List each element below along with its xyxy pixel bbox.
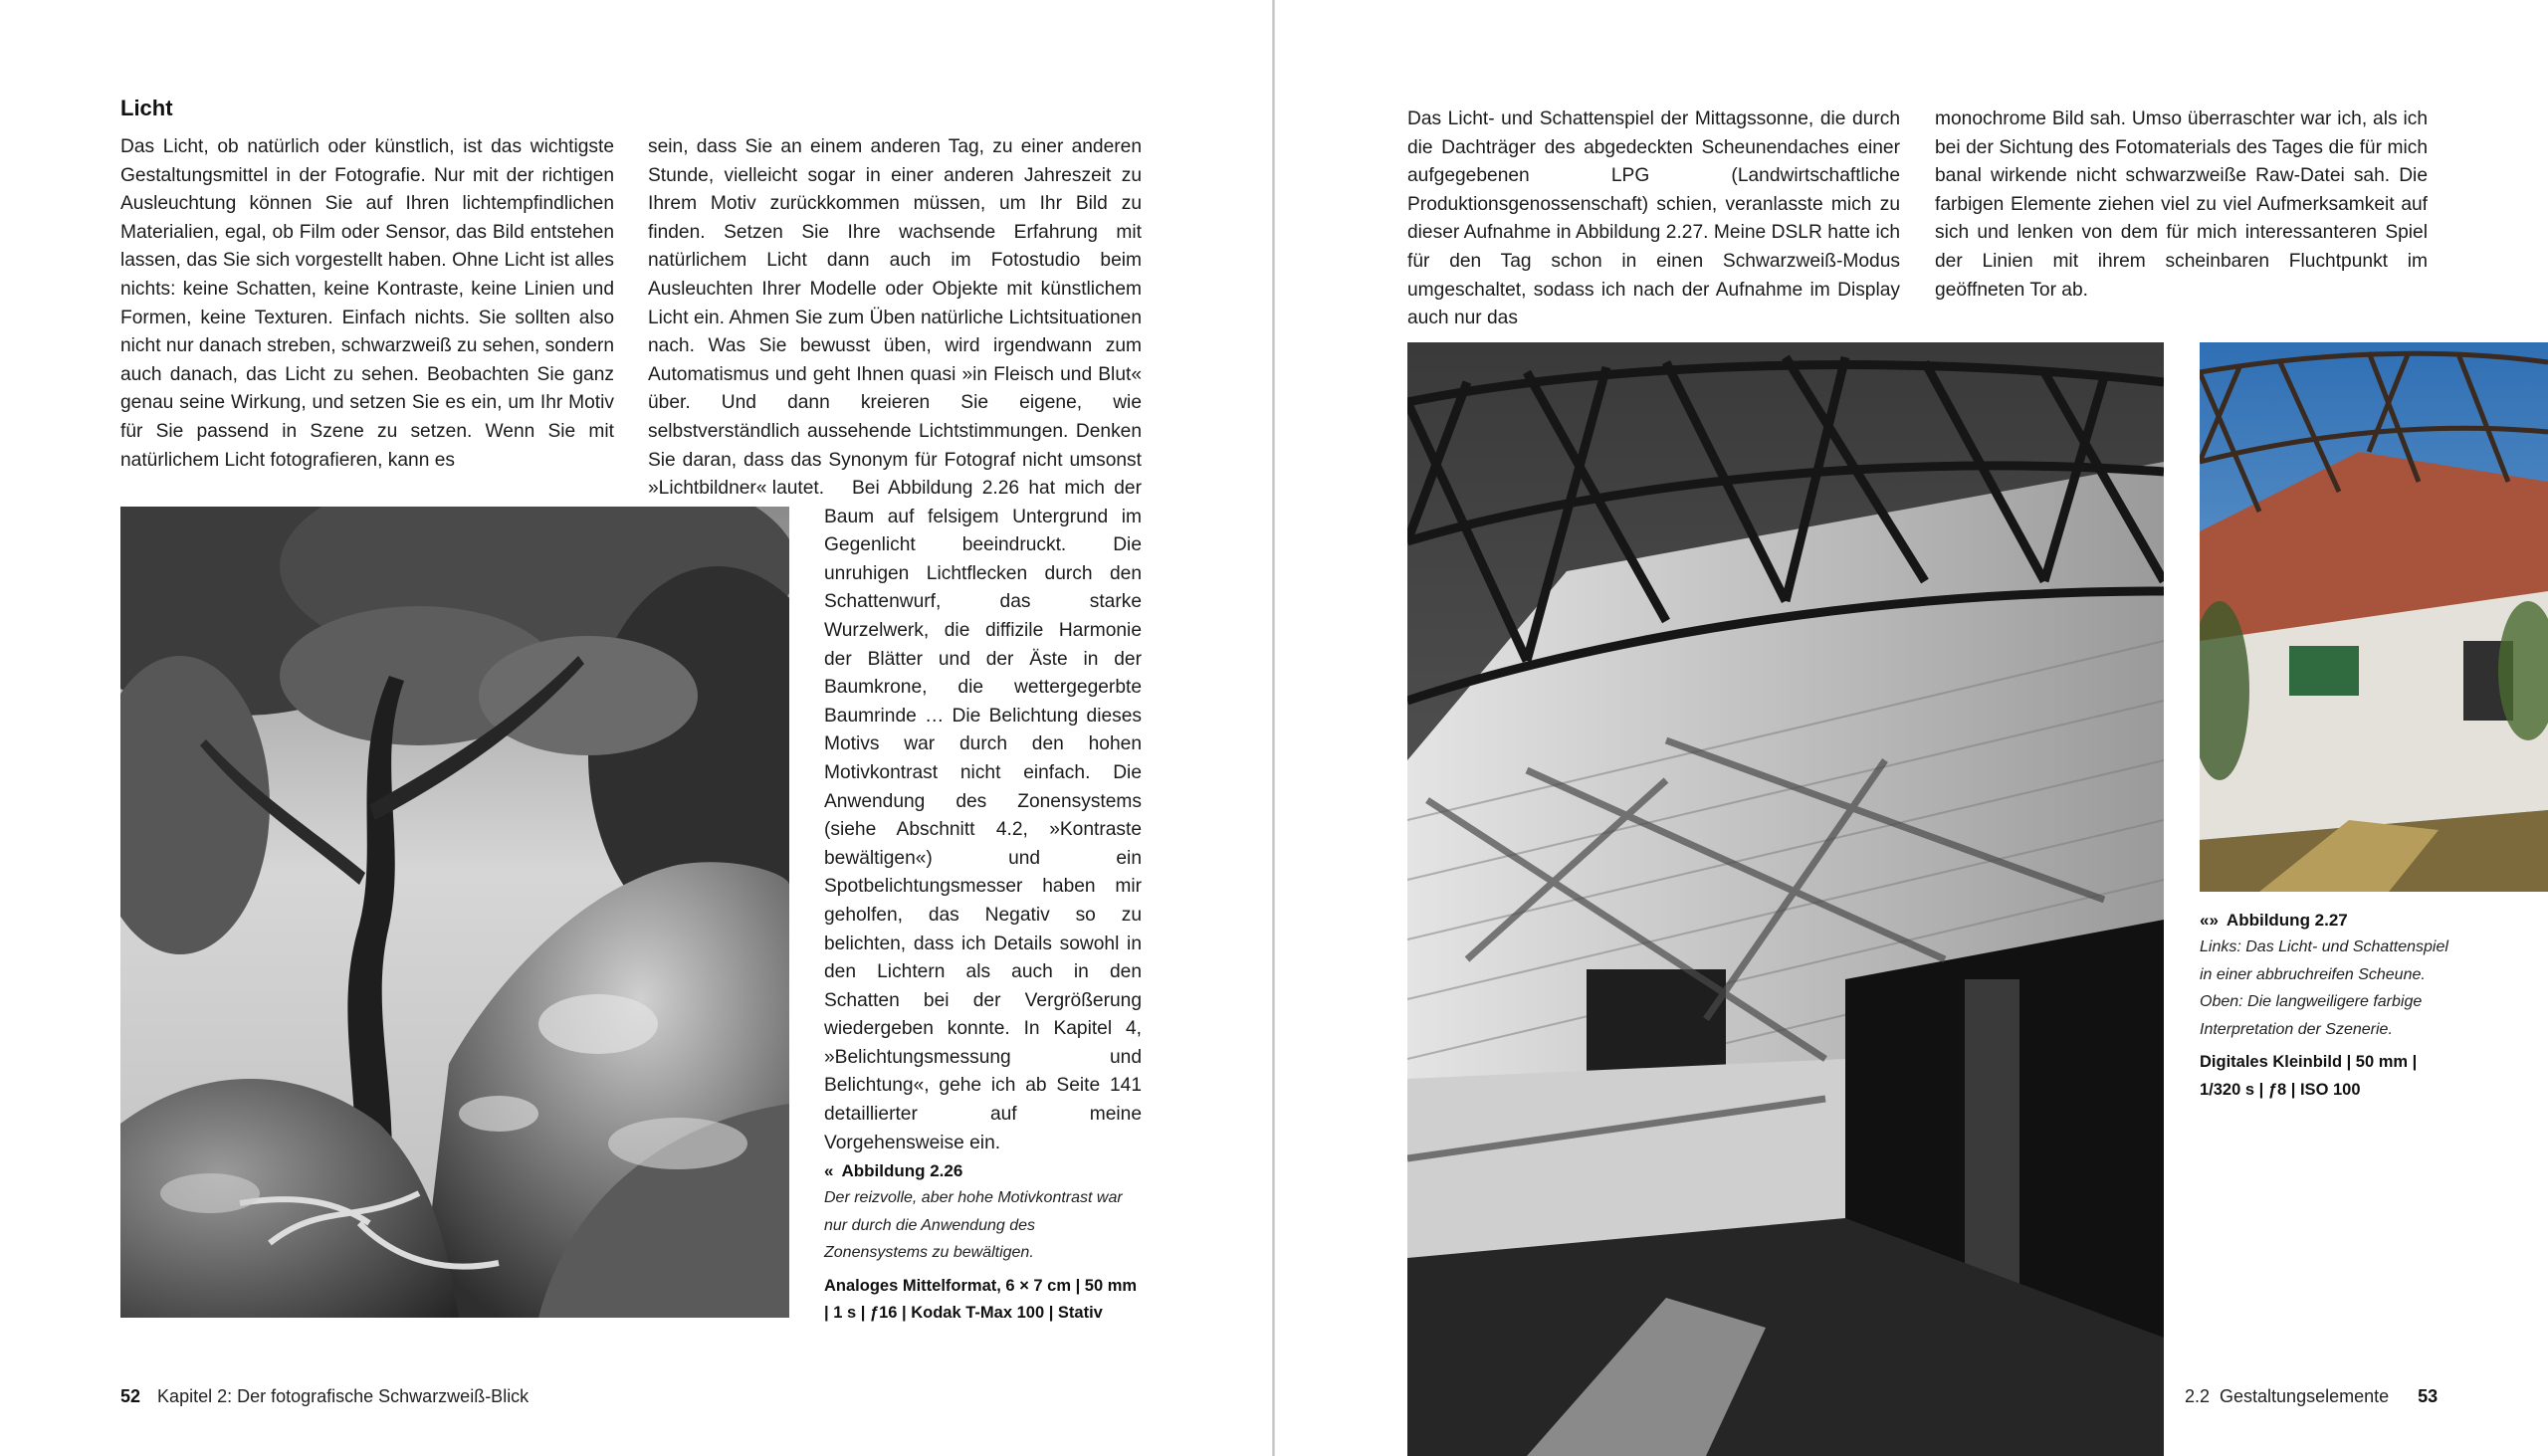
arrows-left-up-icon: «» bbox=[2200, 911, 2219, 930]
chapter-title: Kapitel 2: Der fotografische Schwarzweiß-Blick bbox=[157, 1386, 530, 1406]
right-text-column-2 bbox=[1935, 105, 2428, 305]
page-number: 53 bbox=[2418, 1386, 2439, 1406]
figure-caption-2-26 bbox=[824, 1158, 1143, 1328]
left-text-column-2-top bbox=[648, 133, 1142, 504]
caption-tech-details: Analoges Mittelformat, 6 × 7 cm | 50 mm | 1 s | ƒ16 | Kodak T-Max 100 | Stativ bbox=[824, 1276, 1138, 1322]
paragraph: Das Licht- und Schattenspiel der Mittagssonne, die durch die Dachträger des abgedeckten Scheunendaches einer aufgegebenen LPG (Landwirtschaftliche Produktionsgenossenschaft) schien, veranlasste mich zu dieser Aufnahme in Abbildung 2.27. Meine DSLR hatte ich für den Tag schon in einen Schwarzweiß-Modus umgeschaltet, sodass ich nach der Aufnahme im Display auch nur das bbox=[1407, 108, 1900, 329]
figure-caption-2-27 bbox=[2200, 908, 2448, 1104]
caption-text: Der reizvolle, aber hohe Motivkontrast war nur durch die Anwendung des Zonensystems zu bewältigen. bbox=[824, 1189, 1123, 1261]
arrow-left-icon: « bbox=[824, 1161, 834, 1180]
section-heading: Licht bbox=[120, 96, 173, 120]
right-footer bbox=[2185, 1386, 2438, 1407]
caption-title: Abbildung 2.26 bbox=[841, 1161, 963, 1180]
paragraph: Das Licht, ob natürlich oder künstlich, ist das wichtigste Gestaltungsmittel in der Fotografie. Nur mit der richtigen Ausleuchtung können Sie auf Ihren lichtempfindlichen Materialien, egal, ob Film oder Sensor, das Bild entstehen lassen, das Sie sich vorgestellt haben. Ohne Licht ist alles nichts: keine Schatten, keine Kontraste, keine Linien und Formen, keine Texturen. Einfach nichts. Sie sollten also nicht nur danach streben, schwarzweiß zu sehen, sondern auch danach, das Licht zu sehen. Beobachten Sie ganz genau seine Wirkung, und setzen Sie es ein, um Ihr Motiv für Sie passend in Szene zu setzen. Wenn Sie mit natürlichem Licht fotografieren, kann es bbox=[120, 136, 614, 471]
right-page bbox=[1275, 0, 2548, 1456]
page-number: 52 bbox=[120, 1386, 141, 1406]
caption-text: Links: Das Licht- und Schattenspiel in einer abbruchreifen Scheune. Oben: Die langweiligere farbige Interpretation der Szenerie. bbox=[2200, 938, 2448, 1038]
tree-photo bbox=[120, 507, 789, 1318]
paragraph: monochrome Bild sah. Umso überraschter war ich, als ich bei der Sichtung des Fotomaterials des Tages die für mich banal wirkende nicht schwarzweiße Raw-Datei sah. Die farbigen Elemente ziehen viel zu viel Aufmerksamkeit auf sich und lenken von dem für mich interessanteren Spiel der Linien mit ihrem scheinbaren Fluchtpunkt im geöffneten Tor ab. bbox=[1935, 108, 2428, 301]
left-footer bbox=[120, 1386, 529, 1407]
paragraph: Bei Abbildung 2.26 hat mich der Baum auf felsigem Untergrund im Gegenlicht beeindruckt. Die unruhigen Lichtflecken durch den Schattenwurf, das starke Wurzelwerk, die diffizile Harmonie der Blätter und der Äste in der Baumkrone, die wettergegerbte Baumrinde … Die Belichtung dieses Motivs war durch den hohen Motivkontrast nicht einfach. Die Anwendung des Zonensystems (siehe Abschnitt 4.2, »Kontraste bewältigen«) und ein Spotbelichtungsmesser haben mir geholfen, das Negativ so zu belichten, dass ich Details sowohl in den Lichtern als auch in den Schatten bei der Vergrößerung wiedergeben konnte. In Kapitel 4, »Belichtungsmessung und Belichtung«, gehe ich ab Seite 141 detaillierter auf meine Vorgehensweise ein. bbox=[824, 478, 1142, 1153]
section-title: 2.2 Gestaltungselemente bbox=[2185, 1386, 2390, 1406]
left-text-column-1 bbox=[120, 133, 614, 475]
paragraph: sein, dass Sie an einem anderen Tag, zu einer anderen Stunde, vielleicht sogar in einer anderen Jahreszeit zu Ihrem Motiv zurückkommen müssen, um Ihr Bild zu finden. Setzen Sie Ihre wachsende Erfahrung mit natürlichem Licht dann auch im Fotostudio beim Ausleuchten Ihrer Modelle oder Objekte mit künstlichem Licht ein. Ahmen Sie zum Üben natürliche Lichtsituationen nach. Was Sie bewusst üben, wird irgendwann zum Automatismus und geht Ihnen quasi »in Fleisch und Blut« über. Und dann kreieren Sie eigene, wie selbstverständlich aussehende Lichtstimmungen. Denken Sie daran, dass das Synonym für Fotograf nicht umsonst »Lichtbildner« lautet. bbox=[648, 136, 1142, 500]
barn-photo-color bbox=[2200, 342, 2548, 892]
left-text-column-2-bottom bbox=[824, 475, 1142, 1157]
left-page bbox=[0, 0, 1272, 1456]
caption-tech-details: Digitales Kleinbild | 50 mm | 1/320 s | ƒ8 | ISO 100 bbox=[2200, 1053, 2418, 1099]
caption-title: Abbildung 2.27 bbox=[2226, 911, 2348, 930]
barn-photo-bw bbox=[1407, 342, 2164, 1456]
right-text-column-1 bbox=[1407, 105, 1900, 333]
